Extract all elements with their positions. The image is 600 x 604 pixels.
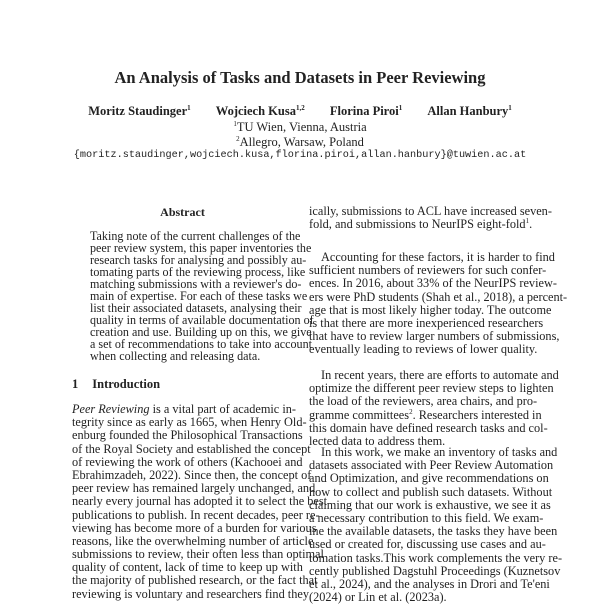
affiliation-marker: 1 xyxy=(187,104,191,112)
author-name: Florina Piroi xyxy=(329,104,399,118)
text-segment: . xyxy=(529,217,533,232)
text-segment: how to collect and publish such datasets. Without xyxy=(309,484,553,499)
paragraph xyxy=(309,445,563,604)
text-line: of the Royal Society and established the concept xyxy=(72,441,311,456)
text-segment: claiming that our work is exhaustive, we see it as xyxy=(309,497,551,512)
section-heading xyxy=(72,377,174,392)
text-line: Ebrahimzadeh, 2022). Since then, the concept of xyxy=(72,467,312,482)
text-segment: this domain have defined research tasks and col- xyxy=(309,420,548,435)
text-segment: Accounting for these factors, it is harder to find xyxy=(321,250,555,264)
author xyxy=(330,104,402,118)
text-segment: In this work, we make an inventory of tasks and xyxy=(321,445,558,459)
author xyxy=(216,104,305,118)
text-segment: In recent years, there are efforts to automate and xyxy=(321,368,559,382)
text-segment: ine the available datasets, the tasks they have been xyxy=(309,524,558,539)
abstract-line: Taking note of the current challenges of the xyxy=(90,229,301,243)
affiliation-text: TU Wien, Vienna, Austria xyxy=(236,120,367,134)
text-line: reasons, like the overwhelming number of article xyxy=(72,533,314,548)
paper-title: An Analysis of Tasks and Datasets in Peer Reviewing xyxy=(114,68,486,87)
author xyxy=(88,104,190,118)
affiliation-number: 2 xyxy=(236,135,240,143)
text-segment: is a vital part of academic in- xyxy=(149,402,296,416)
text-segment: ences. In 2016, about 33% of the NeurIPS review- xyxy=(309,276,557,291)
text-segment: ically, submissions to ACL have increased seven- xyxy=(309,204,552,218)
affiliation-marker: 1,2 xyxy=(295,104,305,112)
section-title: Introduction xyxy=(92,377,161,391)
text-segment: the load of the reviewers, area chairs, and pro- xyxy=(309,394,538,409)
text-line: quality of content, lack of time to keep up with xyxy=(72,560,303,575)
text-segment: used or created for, discussing use cases and au- xyxy=(309,537,546,552)
abstract-line: research tasks for analysing and possibly au- xyxy=(90,253,307,267)
abstract-line: when collecting and releasing data. xyxy=(90,349,261,363)
text-segment: eventually leading to reviews of lower quality. xyxy=(309,342,538,357)
footnote-marker: 1 xyxy=(525,217,530,226)
affiliation-text: Allegro, Warsaw, Poland xyxy=(239,135,364,149)
text-segment: tomation tasks.This work complements the very re- xyxy=(309,550,563,565)
italic-term: Peer Reviewing xyxy=(72,402,150,416)
text-segment: lected data to address them. xyxy=(309,433,446,448)
text-segment: sufficient numbers of reviewers for such confer- xyxy=(309,263,547,278)
abstract-line: creation and use. Building up on this, we give xyxy=(90,325,312,339)
author xyxy=(427,104,511,118)
abstract-line: quality in terms of available documentation of xyxy=(90,313,314,327)
text-segment: (2024) or Lin et al. (2023a). xyxy=(309,590,447,604)
abstract-line: a set of recommendations to take into account xyxy=(90,337,312,351)
text-line: the majority of published research, or the fact that xyxy=(72,573,318,588)
text-segment: is that there are more inexperienced researchers xyxy=(309,315,544,330)
text-segment: a necessary contribution to this field. We exam- xyxy=(309,510,544,525)
text-segment: cently published Dagstuhl Proceedings (Kuznetsov xyxy=(309,563,561,578)
text-segment: optimize the different peer review steps to lighten xyxy=(309,381,554,396)
text-segment: . Researchers interested in xyxy=(412,407,542,422)
text-segment: ers were PhD students (Shah et al., 2018), a percent- xyxy=(309,289,568,304)
text-line: publications to publish. In recent decades, peer re- xyxy=(72,507,320,522)
author-name: Wojciech Kusa xyxy=(215,104,296,118)
abstract-line: main of expertise. For each of these tasks we xyxy=(90,289,308,303)
text-line: reviewing is voluntary and researchers find they xyxy=(72,586,309,601)
text-line xyxy=(309,591,529,604)
abstract-line: matching submissions with a reviewer's do- xyxy=(90,277,302,291)
footnote-marker: 2 xyxy=(409,407,413,416)
text-line: enburg founded the Philosophical Transactions xyxy=(72,428,303,443)
affiliation xyxy=(0,135,600,150)
author-name: Allan Hanbury xyxy=(427,104,509,118)
text-segment: datasets associated with Peer Review Automation xyxy=(309,458,554,473)
text-segment: et al., 2024), and the analyses in Drori and Te'eni xyxy=(309,576,550,591)
abstract-heading: Abstract xyxy=(160,205,205,219)
text-line: tegrity since as early as 1665, when Henry Old- xyxy=(72,415,307,430)
intro-left-column xyxy=(72,402,328,601)
text-segment: fold, and submissions to NeurIPS eight-fold xyxy=(309,217,526,232)
affiliation xyxy=(0,120,600,135)
text-segment: age that is most likely higher today. The outcome xyxy=(309,302,552,317)
paragraph xyxy=(309,204,552,232)
affiliation-marker: 1 xyxy=(398,104,403,112)
abstract-line: peer review system, this paper inventories the xyxy=(90,241,312,255)
text-line xyxy=(309,217,533,232)
abstract-line: tomating parts of the reviewing process, like xyxy=(90,265,306,279)
text-line: submissions to review, their often less than optimal xyxy=(72,547,324,562)
text-line xyxy=(309,342,538,357)
paragraph xyxy=(309,368,559,448)
paragraph xyxy=(309,250,568,357)
author-name: Moritz Staudinger xyxy=(88,104,188,118)
section-number: 1 xyxy=(72,377,79,391)
affiliation-number: 1 xyxy=(233,120,237,128)
text-line: viewing has become more of a burden for various xyxy=(72,520,317,535)
text-segment: gramme committees xyxy=(309,407,410,422)
text-line: nearly every journal has adopted it to select the best xyxy=(72,494,328,509)
abstract-line: list their associated datasets, analysing their xyxy=(90,301,302,315)
text-line: of reviewing the work of others (Kachooei and xyxy=(72,454,303,469)
affiliation-marker: 1 xyxy=(508,104,512,112)
text-segment: and Optimization, and give recommendations on xyxy=(309,471,549,486)
text-line: peer review has remained largely unchanged, and xyxy=(72,481,316,496)
author-emails: {moritz.staudinger,wojciech.kusa,florina.piroi,allan.hanbury}@tuwien.ac.at xyxy=(73,150,527,161)
abstract-body xyxy=(90,229,314,363)
text-segment: that have to review larger numbers of submissions, xyxy=(309,329,560,344)
author-list xyxy=(0,104,600,119)
